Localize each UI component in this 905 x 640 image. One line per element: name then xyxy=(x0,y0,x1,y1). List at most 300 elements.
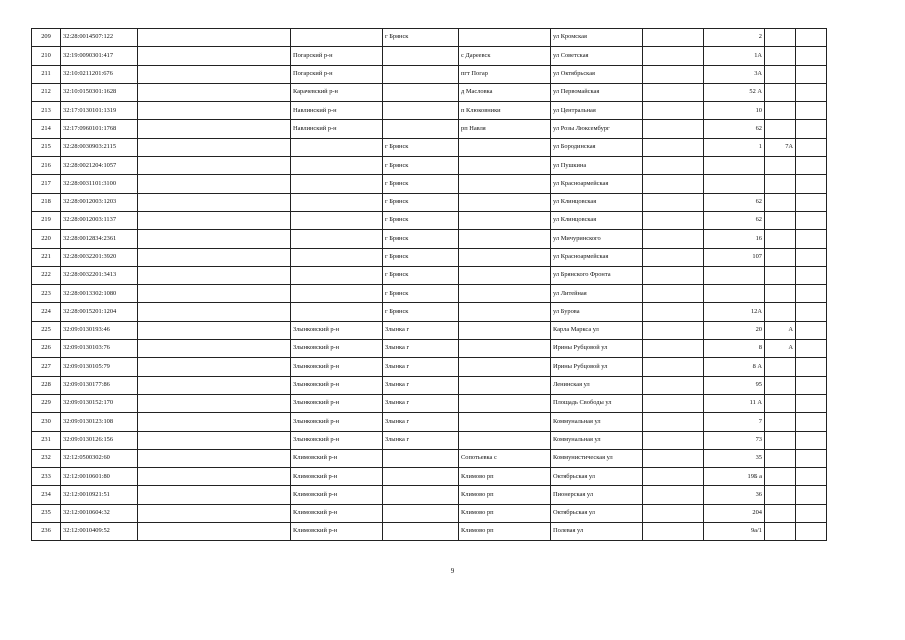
district xyxy=(291,303,383,321)
row-number: 220 xyxy=(32,230,61,248)
row-number: 236 xyxy=(32,523,61,541)
blank-cell xyxy=(138,358,291,376)
building xyxy=(765,120,796,138)
blank-cell xyxy=(643,431,704,449)
blank-cell xyxy=(643,47,704,65)
row-number: 209 xyxy=(32,29,61,47)
blank-cell xyxy=(643,285,704,303)
building xyxy=(765,358,796,376)
blank-cell xyxy=(643,340,704,358)
cadastral-number: 32:28:0015201:1204 xyxy=(61,303,138,321)
settlement: Климово рп xyxy=(459,523,551,541)
cadastral-number: 32:28:0030903:2115 xyxy=(61,138,138,156)
cadastral-number: 32:17:0130101:1319 xyxy=(61,102,138,120)
blank-cell xyxy=(138,376,291,394)
house-number: 204 xyxy=(704,504,765,522)
street: ул Пушкина xyxy=(551,157,643,175)
table-row xyxy=(32,321,827,339)
table-row xyxy=(32,248,827,266)
street: ул Клинцовская xyxy=(551,211,643,229)
house-number: 3А xyxy=(704,65,765,83)
table-row xyxy=(32,504,827,522)
settlement xyxy=(459,285,551,303)
settlement: Климово рп xyxy=(459,468,551,486)
page-number: 9 xyxy=(450,567,455,575)
street: ул Центральная xyxy=(551,102,643,120)
blank-cell xyxy=(643,83,704,101)
district: Злынковский р-н xyxy=(291,340,383,358)
table-row xyxy=(32,193,827,211)
blank-cell xyxy=(643,230,704,248)
table-row xyxy=(32,376,827,394)
cadastral-number: 32:09:0130126:156 xyxy=(61,431,138,449)
settlement: рп Навля xyxy=(459,120,551,138)
table-row xyxy=(32,47,827,65)
blank-cell xyxy=(796,468,827,486)
row-number: 214 xyxy=(32,120,61,138)
row-number: 216 xyxy=(32,157,61,175)
table-row xyxy=(32,358,827,376)
row-number: 218 xyxy=(32,193,61,211)
district: Злынковский р-н xyxy=(291,321,383,339)
building xyxy=(765,248,796,266)
settlement xyxy=(459,29,551,47)
row-number: 229 xyxy=(32,394,61,412)
blank-cell xyxy=(138,248,291,266)
blank-cell xyxy=(796,321,827,339)
settlement xyxy=(459,193,551,211)
blank-cell xyxy=(138,431,291,449)
cadastral-number: 32:12:0010921:51 xyxy=(61,486,138,504)
blank-cell xyxy=(643,468,704,486)
blank-cell xyxy=(138,230,291,248)
table-row xyxy=(32,285,827,303)
street: ул Бородинская xyxy=(551,138,643,156)
blank-cell xyxy=(796,394,827,412)
row-number: 231 xyxy=(32,431,61,449)
city: г Брянск xyxy=(383,266,459,284)
blank-cell xyxy=(138,321,291,339)
blank-cell xyxy=(138,486,291,504)
building xyxy=(765,193,796,211)
district: Злынковский р-н xyxy=(291,358,383,376)
house-number xyxy=(704,157,765,175)
blank-cell xyxy=(643,29,704,47)
street: Коммунистическая ул xyxy=(551,449,643,467)
city xyxy=(383,449,459,467)
house-number: 10 xyxy=(704,102,765,120)
city: г Брянск xyxy=(383,175,459,193)
cadastral-number: 32:10:0211201:676 xyxy=(61,65,138,83)
row-number: 232 xyxy=(32,449,61,467)
building xyxy=(765,413,796,431)
city xyxy=(383,504,459,522)
table-row xyxy=(32,449,827,467)
table-row xyxy=(32,431,827,449)
settlement xyxy=(459,266,551,284)
blank-cell xyxy=(796,303,827,321)
cadastral-number: 32:28:0013302:1080 xyxy=(61,285,138,303)
house-number xyxy=(704,175,765,193)
house-number: 16 xyxy=(704,230,765,248)
blank-cell xyxy=(138,47,291,65)
blank-cell xyxy=(796,175,827,193)
house-number: 35 xyxy=(704,449,765,467)
row-number: 213 xyxy=(32,102,61,120)
street: ул Октябрьская xyxy=(551,65,643,83)
settlement xyxy=(459,358,551,376)
house-number: 73 xyxy=(704,431,765,449)
cadastral-number: 32:09:0130193:46 xyxy=(61,321,138,339)
building xyxy=(765,266,796,284)
house-number: 9а/1 xyxy=(704,523,765,541)
blank-cell xyxy=(138,83,291,101)
settlement xyxy=(459,303,551,321)
cadastral-number: 32:09:0130105:79 xyxy=(61,358,138,376)
building xyxy=(765,175,796,193)
settlement: с Дареевск xyxy=(459,47,551,65)
cadastral-number: 32:09:0130152:170 xyxy=(61,394,138,412)
district: Климовский р-н xyxy=(291,468,383,486)
blank-cell xyxy=(643,138,704,156)
cadastral-number: 32:19:0090301:417 xyxy=(61,47,138,65)
house-number: 7 xyxy=(704,413,765,431)
settlement: пгт Погар xyxy=(459,65,551,83)
house-number: 12А xyxy=(704,303,765,321)
blank-cell xyxy=(796,138,827,156)
building xyxy=(765,157,796,175)
table-row xyxy=(32,120,827,138)
city xyxy=(383,65,459,83)
blank-cell xyxy=(643,449,704,467)
blank-cell xyxy=(643,157,704,175)
blank-cell xyxy=(138,523,291,541)
blank-cell xyxy=(643,303,704,321)
street: ул Красноармейская xyxy=(551,248,643,266)
building xyxy=(765,468,796,486)
street: Ленинская ул xyxy=(551,376,643,394)
district: Злынковский р-н xyxy=(291,376,383,394)
blank-cell xyxy=(796,65,827,83)
records-table-body xyxy=(32,29,827,541)
blank-cell xyxy=(138,413,291,431)
district: Карачевский р-н xyxy=(291,83,383,101)
blank-cell xyxy=(643,266,704,284)
blank-cell xyxy=(138,193,291,211)
city: Злынка г xyxy=(383,340,459,358)
settlement xyxy=(459,248,551,266)
street: Ирины Рубцовой ул xyxy=(551,358,643,376)
district xyxy=(291,29,383,47)
row-number: 215 xyxy=(32,138,61,156)
row-number: 224 xyxy=(32,303,61,321)
street: Коммунальная ул xyxy=(551,413,643,431)
table-row xyxy=(32,65,827,83)
blank-cell xyxy=(796,193,827,211)
blank-cell xyxy=(643,486,704,504)
table-row xyxy=(32,102,827,120)
district: Климовский р-н xyxy=(291,449,383,467)
district xyxy=(291,285,383,303)
street: ул Литейная xyxy=(551,285,643,303)
table-row xyxy=(32,230,827,248)
city xyxy=(383,102,459,120)
blank-cell xyxy=(796,266,827,284)
table-row xyxy=(32,468,827,486)
cadastral-number: 32:12:0010601:80 xyxy=(61,468,138,486)
table-row xyxy=(32,340,827,358)
cadastral-number: 32:28:0021204:1057 xyxy=(61,157,138,175)
city: Злынка г xyxy=(383,358,459,376)
table-row xyxy=(32,175,827,193)
blank-cell xyxy=(796,29,827,47)
district: Злынковский р-н xyxy=(291,394,383,412)
settlement xyxy=(459,340,551,358)
street: ул Мичуринского xyxy=(551,230,643,248)
row-number: 230 xyxy=(32,413,61,431)
blank-cell xyxy=(643,358,704,376)
building xyxy=(765,431,796,449)
blank-cell xyxy=(138,394,291,412)
city: Злынка г xyxy=(383,413,459,431)
street: Пионерская ул xyxy=(551,486,643,504)
street: ул Советская xyxy=(551,47,643,65)
street: ул Бурова xyxy=(551,303,643,321)
blank-cell xyxy=(138,266,291,284)
house-number: 62 xyxy=(704,193,765,211)
district xyxy=(291,157,383,175)
blank-cell xyxy=(643,120,704,138)
blank-cell xyxy=(796,358,827,376)
building xyxy=(765,211,796,229)
building xyxy=(765,449,796,467)
blank-cell xyxy=(796,376,827,394)
city: Злынка г xyxy=(383,376,459,394)
blank-cell xyxy=(643,248,704,266)
blank-cell xyxy=(643,413,704,431)
cadastral-number: 32:28:0032201:3920 xyxy=(61,248,138,266)
cadastral-number: 32:12:0010409:52 xyxy=(61,523,138,541)
table-row xyxy=(32,413,827,431)
district: Климовский р-н xyxy=(291,504,383,522)
settlement xyxy=(459,394,551,412)
blank-cell xyxy=(138,285,291,303)
district: Злынковский р-н xyxy=(291,431,383,449)
building xyxy=(765,47,796,65)
city xyxy=(383,83,459,101)
blank-cell xyxy=(138,303,291,321)
building xyxy=(765,394,796,412)
building xyxy=(765,65,796,83)
records-table xyxy=(31,28,827,541)
blank-cell xyxy=(138,211,291,229)
blank-cell xyxy=(796,449,827,467)
row-number: 217 xyxy=(32,175,61,193)
blank-cell xyxy=(643,376,704,394)
settlement xyxy=(459,138,551,156)
city: г Брянск xyxy=(383,230,459,248)
row-number: 225 xyxy=(32,321,61,339)
settlement xyxy=(459,321,551,339)
blank-cell xyxy=(138,65,291,83)
city: г Брянск xyxy=(383,29,459,47)
blank-cell xyxy=(796,120,827,138)
house-number: 95 xyxy=(704,376,765,394)
cadastral-number: 32:28:0012003:1203 xyxy=(61,193,138,211)
blank-cell xyxy=(138,340,291,358)
blank-cell xyxy=(796,523,827,541)
building xyxy=(765,83,796,101)
district xyxy=(291,138,383,156)
blank-cell xyxy=(643,65,704,83)
district xyxy=(291,175,383,193)
house-number: 11 А xyxy=(704,394,765,412)
cadastral-number: 32:09:0130123:108 xyxy=(61,413,138,431)
table-row xyxy=(32,211,827,229)
building: 7А xyxy=(765,138,796,156)
row-number: 212 xyxy=(32,83,61,101)
building xyxy=(765,102,796,120)
street: ул Розы Люксембург xyxy=(551,120,643,138)
blank-cell xyxy=(138,468,291,486)
blank-cell xyxy=(643,321,704,339)
row-number: 234 xyxy=(32,486,61,504)
blank-cell xyxy=(643,102,704,120)
street: Коммунальная ул xyxy=(551,431,643,449)
city: г Брянск xyxy=(383,248,459,266)
table-row xyxy=(32,83,827,101)
settlement xyxy=(459,175,551,193)
cadastral-number: 32:28:0014507:122 xyxy=(61,29,138,47)
blank-cell xyxy=(796,211,827,229)
district: Климовский р-н xyxy=(291,486,383,504)
blank-cell xyxy=(643,394,704,412)
building xyxy=(765,376,796,394)
street: ул Клинцовская xyxy=(551,193,643,211)
blank-cell xyxy=(796,102,827,120)
district: Погарский р-н xyxy=(291,47,383,65)
district: Климовский р-н xyxy=(291,523,383,541)
blank-cell xyxy=(643,211,704,229)
building xyxy=(765,230,796,248)
building: А xyxy=(765,321,796,339)
street: Октябрьская ул xyxy=(551,468,643,486)
building xyxy=(765,303,796,321)
row-number: 222 xyxy=(32,266,61,284)
house-number: 107 xyxy=(704,248,765,266)
blank-cell xyxy=(796,285,827,303)
blank-cell xyxy=(796,486,827,504)
cadastral-number: 32:28:0012834:2361 xyxy=(61,230,138,248)
building xyxy=(765,285,796,303)
table-row xyxy=(32,394,827,412)
house-number: 1 xyxy=(704,138,765,156)
row-number: 228 xyxy=(32,376,61,394)
table-row xyxy=(32,138,827,156)
blank-cell xyxy=(643,193,704,211)
house-number xyxy=(704,266,765,284)
row-number: 219 xyxy=(32,211,61,229)
cadastral-number: 32:17:0960101:1768 xyxy=(61,120,138,138)
street: Октябрьская ул xyxy=(551,504,643,522)
settlement xyxy=(459,413,551,431)
city: г Брянск xyxy=(383,193,459,211)
blank-cell xyxy=(796,230,827,248)
district: Злынковский р-н xyxy=(291,413,383,431)
row-number: 235 xyxy=(32,504,61,522)
city xyxy=(383,120,459,138)
blank-cell xyxy=(796,248,827,266)
house-number: 62 xyxy=(704,120,765,138)
street: ул Красноармейская xyxy=(551,175,643,193)
table-row xyxy=(32,29,827,47)
blank-cell xyxy=(138,102,291,120)
city: Злынка г xyxy=(383,394,459,412)
cadastral-number: 32:09:0130177:86 xyxy=(61,376,138,394)
blank-cell xyxy=(643,175,704,193)
house-number: 19Б а xyxy=(704,468,765,486)
blank-cell xyxy=(138,175,291,193)
street: Полевая ул xyxy=(551,523,643,541)
row-number: 226 xyxy=(32,340,61,358)
settlement: Климово рп xyxy=(459,486,551,504)
city xyxy=(383,47,459,65)
settlement: Сопотьевка с xyxy=(459,449,551,467)
settlement xyxy=(459,431,551,449)
district: Навлинский р-н xyxy=(291,120,383,138)
street: Карла Маркса ул xyxy=(551,321,643,339)
row-number: 223 xyxy=(32,285,61,303)
row-number: 233 xyxy=(32,468,61,486)
city: г Брянск xyxy=(383,303,459,321)
building xyxy=(765,29,796,47)
house-number: 36 xyxy=(704,486,765,504)
blank-cell xyxy=(643,504,704,522)
settlement xyxy=(459,230,551,248)
city xyxy=(383,523,459,541)
row-number: 211 xyxy=(32,65,61,83)
city xyxy=(383,468,459,486)
city xyxy=(383,486,459,504)
settlement xyxy=(459,376,551,394)
table-row xyxy=(32,486,827,504)
settlement: Климово рп xyxy=(459,504,551,522)
street: ул Кромская xyxy=(551,29,643,47)
street: Ирины Рубцовой ул xyxy=(551,340,643,358)
blank-cell xyxy=(138,504,291,522)
building xyxy=(765,486,796,504)
table-row xyxy=(32,523,827,541)
row-number: 227 xyxy=(32,358,61,376)
city: г Брянск xyxy=(383,285,459,303)
building: А xyxy=(765,340,796,358)
building xyxy=(765,504,796,522)
blank-cell xyxy=(796,157,827,175)
blank-cell xyxy=(796,431,827,449)
blank-cell xyxy=(796,83,827,101)
street: ул Брянского Фронта xyxy=(551,266,643,284)
settlement xyxy=(459,157,551,175)
house-number: 52 А xyxy=(704,83,765,101)
district: Погарский р-н xyxy=(291,65,383,83)
house-number: 62 xyxy=(704,211,765,229)
cadastral-number: 32:28:0031101:3100 xyxy=(61,175,138,193)
district xyxy=(291,248,383,266)
row-number: 221 xyxy=(32,248,61,266)
blank-cell xyxy=(796,47,827,65)
cadastral-number: 32:10:0150301:1628 xyxy=(61,83,138,101)
district xyxy=(291,230,383,248)
